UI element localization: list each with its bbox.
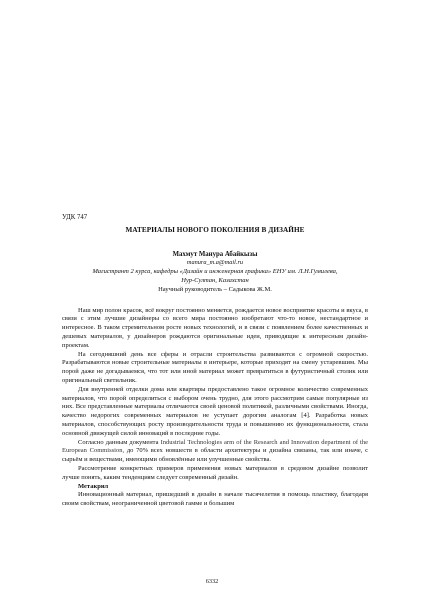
source-citation: Industrial Technologies arm of the Research and Innovation department of the European Commission,	[62, 438, 368, 455]
author-email[interactable]: manura_m.a@mail.ru	[186, 259, 244, 267]
body-paragraph: Наш мир полон красок, всё вокруг постоянно меняется, рождается новое восприятие красоты и вкуса, в связи с этим лучшие дизайнеры со всего мира постоянно изобретают что-то новое, нестандартное и интересное. В таком стремительном росте новых технологий, и в связи с появлением более качественных и дешевых материалов, у дизайнеров рождаются оригинальные идеи, приводящие к интересным дизайн-проектам.	[62, 306, 368, 349]
section-heading: Метакрил	[78, 482, 109, 490]
author-location: Нур-Султан, Казахстан	[181, 276, 249, 284]
source-paragraph-after: до 70% всех новшеств в области архитектуры и дизайна связаны, так или иначе, с сырьём и веществами, имеющими обновлённые или улучшенные свойства.	[62, 447, 368, 464]
body-paragraph: Рассмотрение конкретных примеров применения новых материалов в средовом дизайне позволит лучше понять, каким тенденциям следует современный дизайн.	[62, 464, 368, 481]
udk-code: УДК 747	[62, 214, 88, 221]
author-affiliation: Магистрант 2 курса, кафедры «Дизайн и инженерная графика» ЕНУ им. Л.Н.Гумилева,	[92, 268, 338, 276]
source-paragraph	[62, 439, 368, 465]
body-paragraph: Для внутренней отделки дома или квартиры предоставлено такое огромное количество современных материалов, что порой определиться с выбором очень трудно, для этого рассмотрим самые популярные из них. Все представленные материалы отличаются своей ценовой политикой, различными свойствами. Иногда, качество недорогих современных материалов не уступает дорогим аналогам [4]. Разработка новых материалов, способствующих росту производительности труда и повышению их функциональности, стала основной движущей силой инноваций в последние годы.	[62, 385, 368, 437]
body-paragraph: На сегодняшний день все сферы и отрасли строительства развиваются с огромной скоростью. Разрабатываются новые строительные материалы в интерьере, которые приходят на смену устаревшим. Мы порой даже не догадываемся, что тот или иной материал может превратиться в футуристичный столик или оригинальный светильник.	[62, 350, 368, 384]
author-name: Махмут Манура Абайкызы	[172, 250, 258, 258]
article-body	[62, 214, 368, 509]
source-paragraph-before: Согласно данным документа	[78, 438, 161, 446]
article-title: МАТЕРИАЛЫ НОВОГО ПОКОЛЕНИЯ В ДИЗАЙНЕ	[125, 225, 305, 234]
supervisor: Научный руководитель – Садыкова Ж.М.	[158, 285, 272, 293]
page-number: 6332	[205, 578, 219, 585]
body-paragraph: Инновационный материал, пришедший в дизайн в начале тысячелетия в помощь пластику, благодаря своим свойствам, неограниченной цветовой гамме и большим	[62, 491, 368, 508]
